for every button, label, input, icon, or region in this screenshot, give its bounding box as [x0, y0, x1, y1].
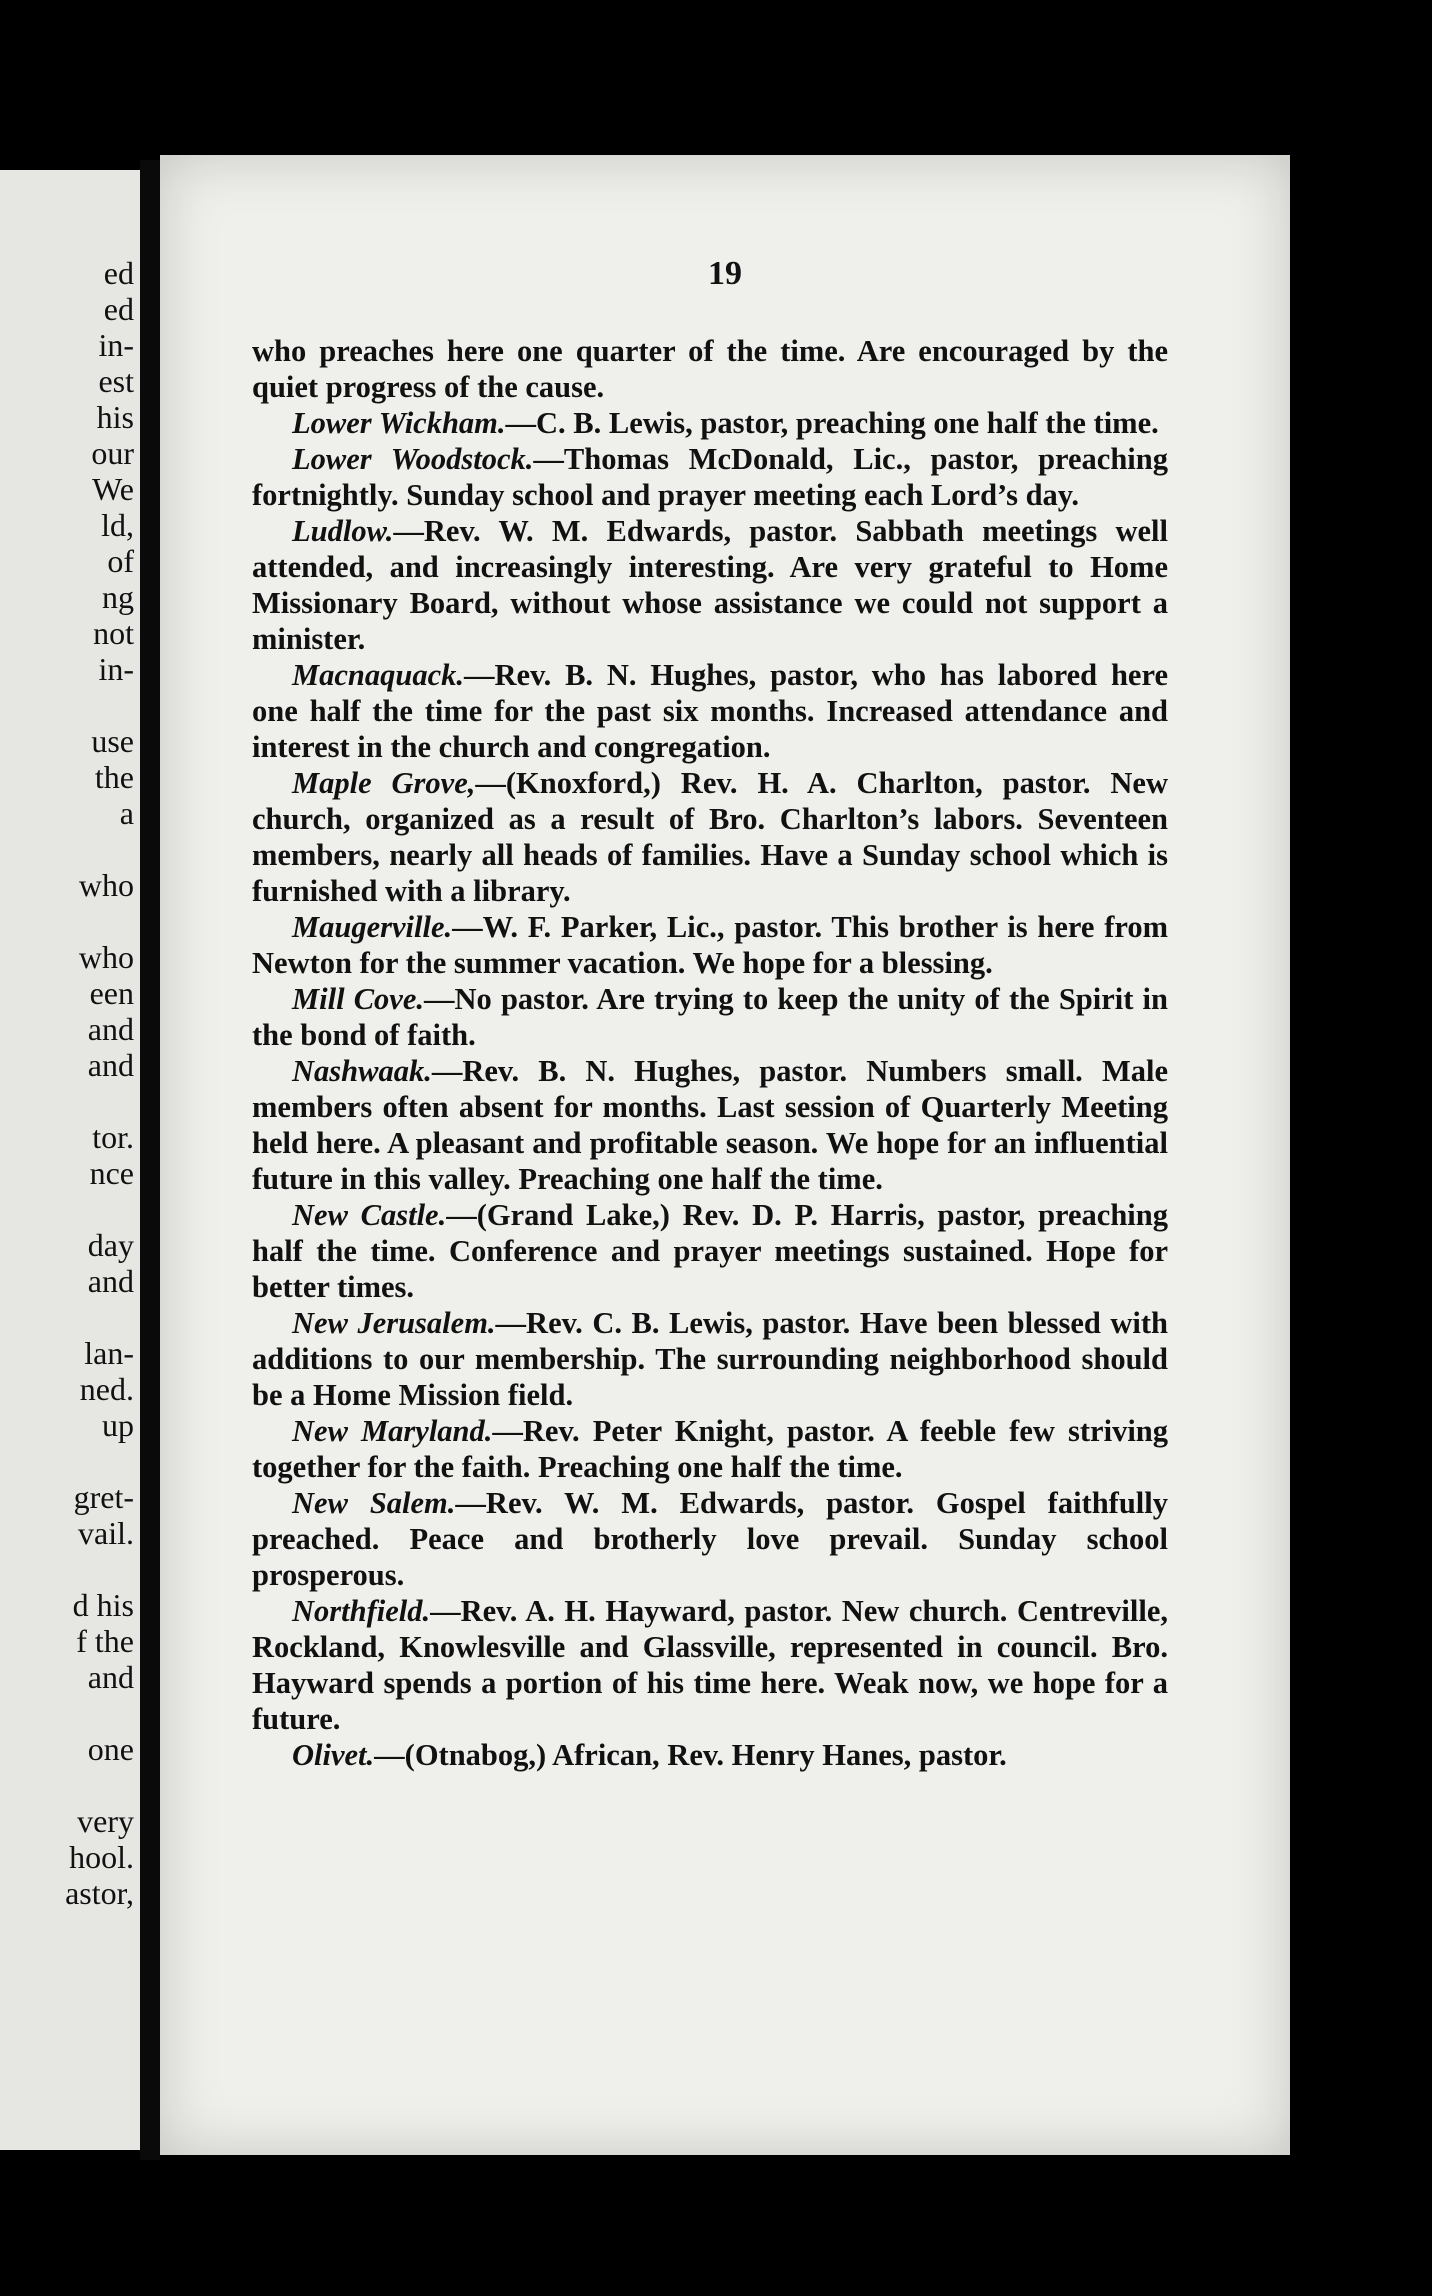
- book-gutter: [140, 160, 160, 2160]
- entry-text: —C. B. Lewis, pastor, preaching one half the time.: [505, 406, 1159, 440]
- entry-nashwaak: [252, 1053, 1168, 1197]
- facing-page-line: d his: [72, 1587, 134, 1623]
- entry-text: —(Grand Lake,) Rev. D. P. Harris, pastor, preaching half the time. Conference and prayer meetings sustained. Hope for better times.: [252, 1198, 1168, 1304]
- document-page: [160, 155, 1290, 2155]
- entry-new-castle: [252, 1197, 1168, 1305]
- facing-page-line: f the: [76, 1623, 134, 1659]
- facing-page-line: one: [87, 1731, 134, 1767]
- facing-page-line: ed: [103, 255, 134, 291]
- entry-name: Maugerville.: [292, 910, 453, 944]
- facing-page-line: ng: [102, 579, 134, 615]
- facing-page-line: ld,: [101, 507, 134, 543]
- opening-paragraph: who preaches here one quarter of the time. Are encouraged by the quiet progress of the cause.: [252, 334, 1168, 404]
- entry-new-salem: [252, 1485, 1168, 1593]
- facing-page-line: astor,: [65, 1875, 134, 1911]
- facing-page-line: gret-: [73, 1479, 134, 1515]
- entry-text: —(Otnabog,) African, Rev. Henry Hanes, pastor.: [374, 1738, 1007, 1772]
- facing-page-line: very: [77, 1803, 134, 1839]
- facing-page-line: and: [87, 1047, 134, 1083]
- entry-lower-woodstock: [252, 441, 1168, 513]
- entry-text: —Rev. W. M. Edwards, pastor. Sabbath meetings well attended, and increasingly interesting. Are very grateful to Home Missionary Board, without whose assistance we could not support a minister.: [252, 514, 1168, 656]
- facing-page-fragment: [0, 170, 140, 2150]
- page-body: [252, 333, 1168, 1773]
- facing-page-line: and: [87, 1011, 134, 1047]
- entry-new-jerusalem: [252, 1305, 1168, 1413]
- entry-maple-grove: [252, 765, 1168, 909]
- entry-text: —W. F. Parker, Lic., pastor. This brother is here from Newton for the summer vacation. We hope for a blessing.: [252, 910, 1168, 980]
- entry-name: New Castle.: [292, 1198, 447, 1232]
- facing-page-line: vail.: [78, 1515, 134, 1551]
- entry-maugerville: [252, 909, 1168, 981]
- entry-name: Lower Woodstock.: [292, 442, 534, 476]
- entry-mill-cove: [252, 981, 1168, 1053]
- entry-text: —Rev. B. N. Hughes, pastor, who has labored here one half the time for the past six months. Increased attendance and interest in the church and congregation.: [252, 658, 1168, 764]
- entry-ludlow: [252, 513, 1168, 657]
- facing-page-line: his: [96, 399, 134, 435]
- facing-page-line: hool.: [69, 1839, 134, 1875]
- facing-page-line: and: [87, 1263, 134, 1299]
- facing-page-line: and: [87, 1659, 134, 1695]
- facing-page-line: not: [93, 615, 134, 651]
- entry-text: —Rev. C. B. Lewis, pastor. Have been blessed with additions to our membership. The surrounding neighborhood should be a Home Mission field.: [252, 1306, 1168, 1412]
- entry-new-maryland: [252, 1413, 1168, 1485]
- facing-page-line: our: [91, 435, 134, 471]
- facing-page-line: who: [78, 939, 134, 975]
- facing-page-line: in-: [98, 651, 134, 687]
- entry-northfield: [252, 1593, 1168, 1737]
- facing-page-line: ed: [103, 291, 134, 327]
- entry-name: Maple Grove,: [292, 766, 476, 800]
- entry-text: —(Knoxford,) Rev. H. A. Charlton, pastor. New church, organized as a result of Bro. Charlton’s labors. Seventeen members, nearly all heads of families. Have a Sunday school which is furnished with a library.: [252, 766, 1168, 908]
- entry-name: Nashwaak.: [292, 1054, 432, 1088]
- entry-text: —Thomas McDonald, Lic., pastor, preaching fortnightly. Sunday school and prayer meeting each Lord’s day.: [252, 442, 1168, 512]
- facing-page-line: up: [102, 1407, 134, 1443]
- entry-macnaquack: [252, 657, 1168, 765]
- entry-text: —Rev. W. M. Edwards, pastor. Gospel faithfully preached. Peace and brotherly love prevail. Sunday school prosperous.: [252, 1486, 1168, 1592]
- facing-page-line: est: [98, 363, 134, 399]
- entry-olivet: [252, 1737, 1168, 1773]
- entry-name: Lower Wickham.: [292, 406, 506, 440]
- facing-page-line: day: [87, 1227, 134, 1263]
- page-number: 19: [708, 255, 742, 292]
- facing-page-line: lan-: [84, 1335, 134, 1371]
- entry-name: New Maryland.: [292, 1414, 493, 1448]
- entry-text: —Rev. A. H. Hayward, pastor. New church. Centreville, Rockland, Knowlesville and Glassville, represented in council. Bro. Hayward spends a portion of his time here. Weak now, we hope for a future.: [252, 1594, 1168, 1736]
- entry-text: —Rev. B. N. Hughes, pastor. Numbers small. Male members often absent for months. Last session of Quarterly Meeting held here. A pleasant and profitable season. We hope for an influential future in this valley. Preaching one half the time.: [252, 1054, 1168, 1196]
- entry-name: New Salem.: [292, 1486, 456, 1520]
- entry-name: Olivet.: [292, 1738, 375, 1772]
- facing-page-line: in-: [98, 327, 134, 363]
- entry-name: Mill Cove.: [292, 982, 425, 1016]
- entry-name: Northfield.: [292, 1594, 431, 1628]
- entry-lower-wickham: [252, 405, 1168, 441]
- entry-text: —No pastor. Are trying to keep the unity of the Spirit in the bond of faith.: [252, 982, 1168, 1052]
- entry-text: —Rev. Peter Knight, pastor. A feeble few striving together for the faith. Preaching one half the time.: [252, 1414, 1169, 1484]
- facing-page-line: ned.: [79, 1371, 134, 1407]
- facing-page-line: tor.: [92, 1119, 134, 1155]
- facing-page-line: nce: [89, 1155, 134, 1191]
- entry-name: New Jerusalem.: [292, 1306, 496, 1340]
- facing-page-line: We: [92, 471, 134, 507]
- facing-page-line: of: [107, 543, 134, 579]
- facing-page-line: a: [119, 795, 134, 831]
- facing-page-line: the: [94, 759, 134, 795]
- facing-page-line: use: [91, 723, 134, 759]
- entry-name: Macnaquack.: [292, 658, 464, 692]
- entry-name: Ludlow.: [292, 514, 394, 548]
- facing-page-line: een: [89, 975, 134, 1011]
- facing-page-line: who: [78, 867, 134, 903]
